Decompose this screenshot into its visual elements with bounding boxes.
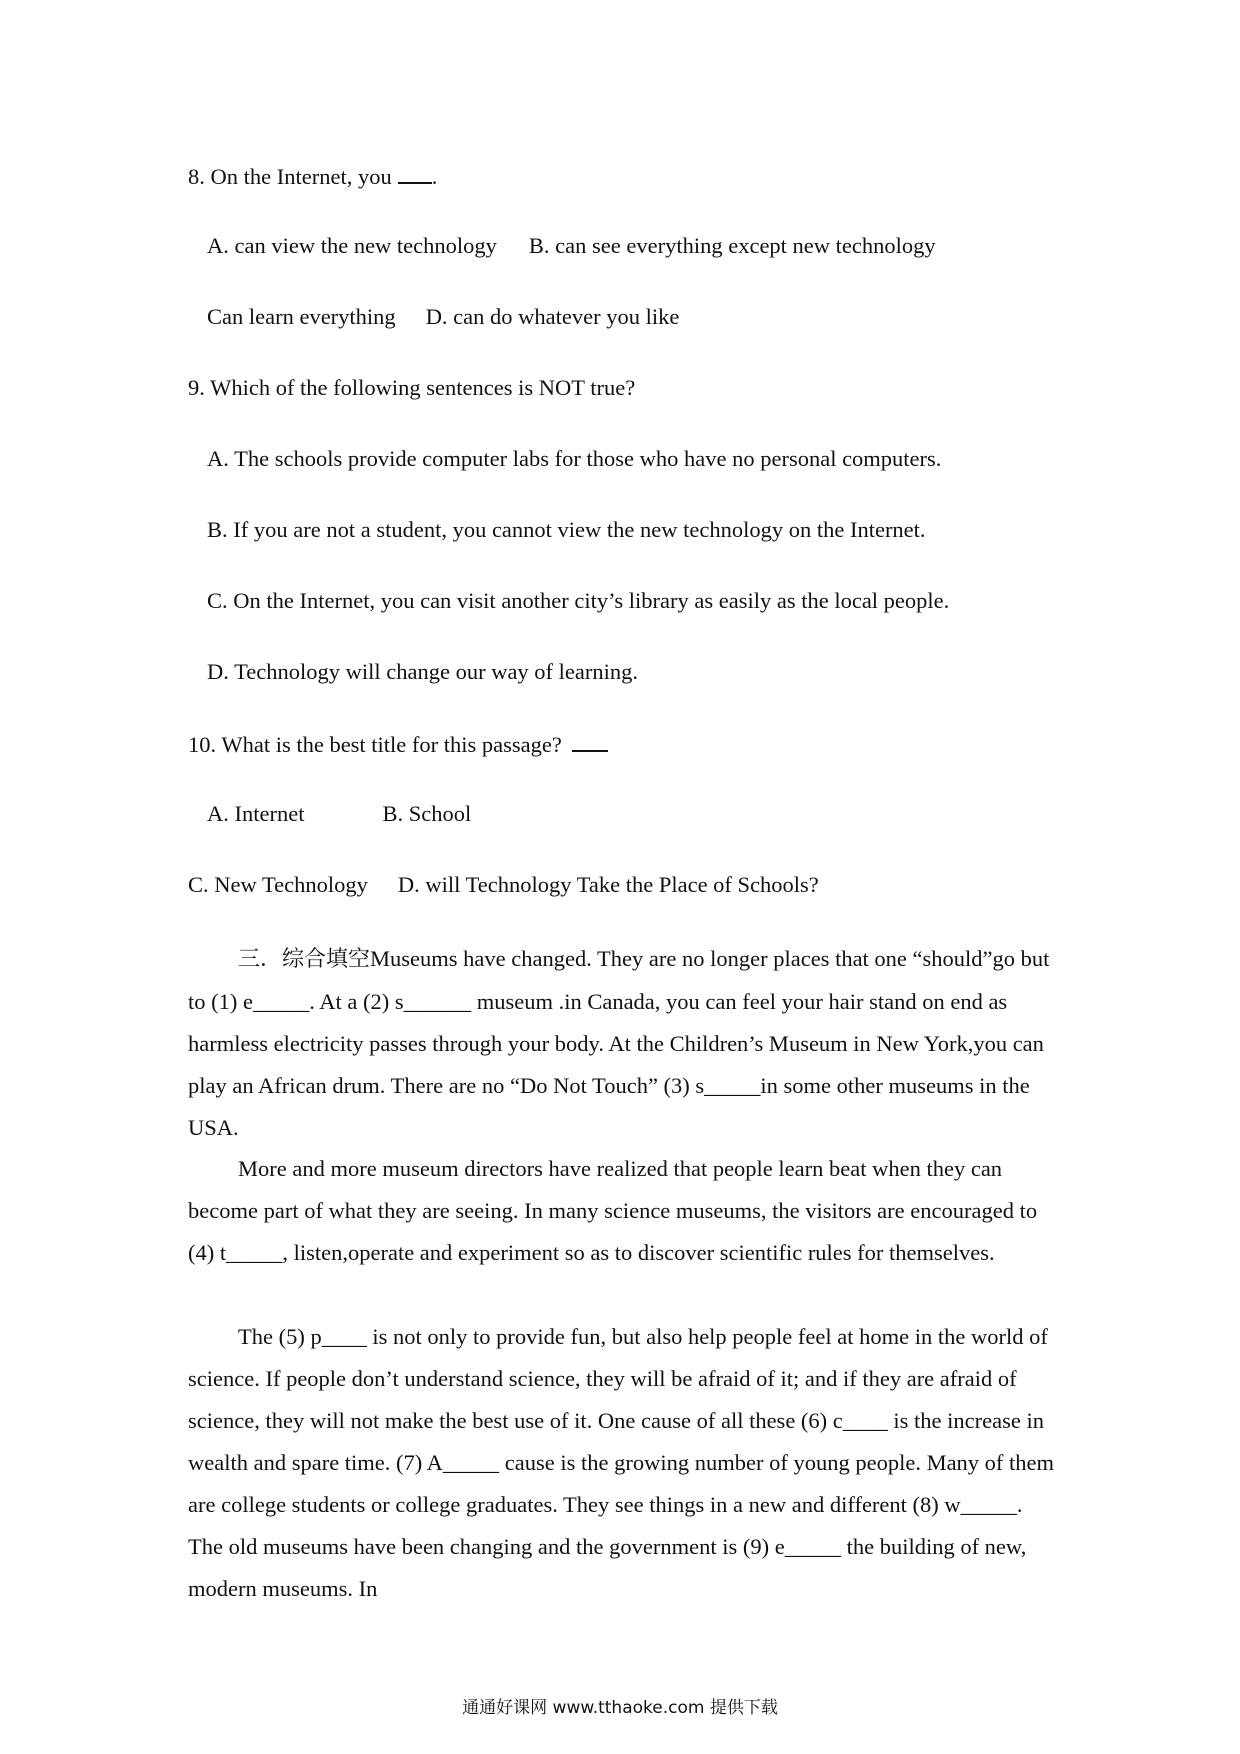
- option-c: C. New Technology: [188, 872, 368, 897]
- question-8-options-row-1: [207, 231, 936, 261]
- paragraph-text: More and more museum directors have realized that people learn beat when they can become part of what they are seeing. In many science museums, the visitors are encouraged to (4) t_____, listen,operate and experiment so as to discover scientific rules for themselves.: [188, 1156, 1038, 1265]
- paragraph-text: The (5) p____ is not only to provide fun, but also help people feel at home in the world of science. If people don’t understand science, they will be afraid of it; and if they are afraid of science, they will not make the best use of it. One cause of all these (6) c____ is the increase in wealth and spare time. (7) A_____ cause is the growing number of young people. Many of them are college students or college graduates. They see things in a new and different (8) w_____. The old museums have been changing and the government is (9) e_____ the building of new, modern museums. In: [188, 1324, 1055, 1601]
- question-9-stem: 9. Which of the following sentences is NOT true?: [188, 375, 636, 400]
- question-9-option-a: A. The schools provide computer labs for those who have no personal computers.: [207, 446, 942, 471]
- question-8-stem-text: 8. On the Internet, you: [188, 164, 392, 189]
- option-d: D. will Technology Take the Place of Schools?: [397, 872, 819, 897]
- answer-blank: [398, 160, 432, 184]
- question-10-stem-text: 10. What is the best title for this passage?: [188, 732, 562, 757]
- option-b: B. can see everything except new technology: [528, 233, 936, 258]
- question-10-stem: [188, 728, 608, 760]
- question-10-options-row-2: [188, 870, 819, 900]
- section-3-paragraph-1: [188, 938, 1056, 1149]
- option-a: A. can view the new technology: [207, 233, 497, 258]
- option-b: B. School: [382, 801, 472, 826]
- question-9-option-c: C. On the Internet, you can visit another city’s library as easily as the local people.: [207, 588, 950, 613]
- paragraph-text: Museums have changed. They are no longer places that one “should”go but to (1) e_____. At a (2) s______ museum .in Canada, you can feel your hair stand on end as harmless electricity passes through your body. At the Children’s Museum in New York,you can play an African drum. There are no “Do Not Touch” (3) s_____in some other museums in the USA.: [188, 946, 1050, 1140]
- option-d: D. can do whatever you like: [425, 304, 680, 329]
- section-3-heading: 三．综合填空: [238, 947, 371, 972]
- option-a: A. Internet: [207, 801, 305, 826]
- question-8-stem: 8. On the Internet, you .: [188, 160, 437, 192]
- question-9-option-b: B. If you are not a student, you cannot view the new technology on the Internet.: [207, 517, 926, 542]
- page-footer: 通通好课网 www.tthaoke.com 提供下载: [462, 1698, 778, 1718]
- question-9-option-d: D. Technology will change our way of learning.: [207, 659, 639, 684]
- section-3-paragraph-2: [188, 1148, 1056, 1274]
- question-8-options-row-2: [207, 302, 679, 332]
- section-3-paragraph-3: [188, 1316, 1056, 1610]
- answer-blank: [572, 728, 608, 752]
- option-c: Can learn everything: [207, 304, 396, 329]
- question-10-options-row-1: [207, 799, 471, 829]
